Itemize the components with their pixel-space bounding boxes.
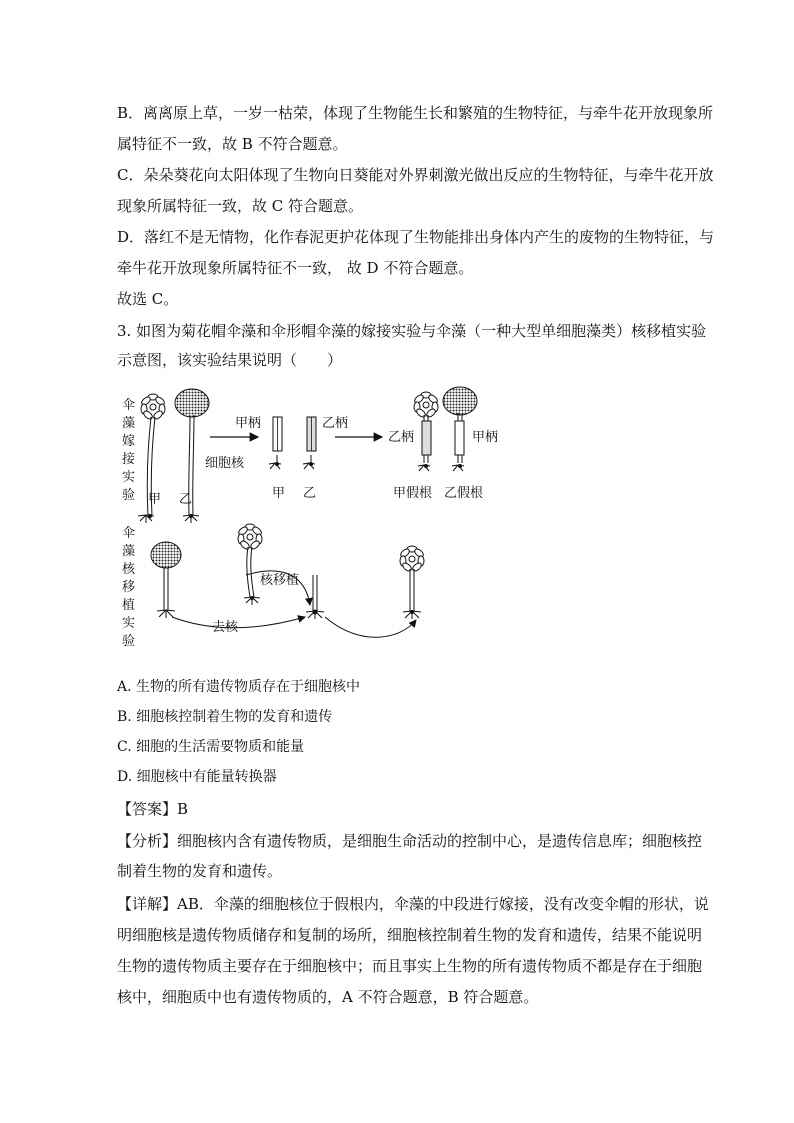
acetabularia-diagram	[110, 385, 530, 660]
label-nucleus: 细胞核	[205, 456, 245, 471]
graft-title-char: 藻	[122, 416, 136, 431]
detail-line4: 核中，细胞质中也有遗传物质的，A 不符合题意，B 符合题意。	[117, 988, 539, 1006]
label-enucleate: 去核	[212, 620, 239, 635]
label-jiabing-2: 甲柄	[472, 430, 499, 445]
label-jiabing-1: 甲柄	[235, 416, 262, 431]
graft-title-char: 嫁	[122, 434, 136, 449]
analysis-d-line2: 牵牛花开放现象所属特征不一致， 故 D 不符合题意。	[117, 259, 474, 277]
question-3-line2: 示意图，该实验结果说明（ ）	[117, 351, 343, 369]
alga-umbrella-enucleate	[151, 542, 181, 618]
transplant-title-char: 核	[122, 562, 136, 577]
analysis-d-line1: D．落红不是无情物，化作春泥更护花体现了生物能排出身体内产生的废物的生物特征，与	[117, 228, 715, 246]
question-3-line1: 3. 如图为菊花帽伞藻和伞形帽伞藻的嫁接实验与伞藻（一种大型单细胞藻类）核移植实验	[117, 322, 707, 340]
arrow-enucleate	[172, 617, 305, 628]
graft-title	[122, 398, 135, 503]
label-transplant: 核移植	[260, 573, 300, 588]
label-yi: 乙	[179, 492, 193, 507]
transplant-title-char: 伞	[122, 526, 136, 541]
diagram-svg	[110, 385, 530, 660]
label-yibing-2: 乙柄	[388, 430, 415, 445]
graft-title-char: 实	[122, 470, 136, 485]
transplant-title-char: 植	[122, 598, 136, 613]
graft-title-char: 伞	[122, 398, 136, 413]
detail-line1: 【详解】AB．伞藻的细胞核位于假根内，伞藻的中段进行嫁接，没有改变伞帽的形状，说	[117, 895, 709, 913]
graft-title-char: 接	[122, 452, 136, 467]
transplant-title-char: 移	[122, 580, 136, 595]
label-yi-jiagen: 乙假根	[444, 486, 484, 501]
cut-stalks	[235, 415, 348, 501]
transplant-title-char: 藻	[122, 544, 136, 559]
analysis-b-line1: B．离离原上草，一岁一枯荣，体现了生物能生长和繁殖的生物特征，与牵牛花开放现象所	[117, 104, 714, 122]
label-jia-jiagen: 甲假根	[393, 486, 433, 501]
analysis-line2: 制着生物的发育和遗传。	[117, 862, 283, 880]
detail-line3: 生物的遗传物质主要存在于细胞核中；而且事实上生物的所有遗传物质不都是存在于细胞	[117, 957, 703, 975]
option-b: B. 细胞核控制着生物的发育和遗传	[117, 709, 333, 725]
label-jia: 甲	[148, 492, 162, 507]
option-c: C. 细胞的生活需要物质和能量	[117, 739, 305, 755]
choose-c: 故选 C。	[117, 290, 179, 308]
label-yibing-1: 乙柄	[322, 416, 349, 431]
transplant-title-char: 实	[122, 616, 136, 631]
label-yi-2: 乙	[303, 486, 317, 501]
analysis-b-line2: 属特征不一致，故 B 不符合题意。	[117, 135, 348, 153]
arrow-result	[325, 617, 416, 637]
graft-results	[388, 387, 498, 501]
label-jia-2: 甲	[272, 486, 286, 501]
option-a: A. 生物的所有遗传物质存在于细胞核中	[117, 679, 361, 695]
alga-result	[399, 546, 425, 619]
analysis-line1: 【分析】细胞核内含有遗传物质，是细胞生命活动的控制中心，是遗传信息库；细胞核控	[117, 832, 703, 850]
detail-line2: 明细胞核是遗传物质储存和复制的场所，细胞核控制着生物的发育和遗传，结果不能说明	[117, 926, 703, 944]
graft-title-char: 验	[122, 488, 136, 503]
option-d: D. 细胞核中有能量转换器	[117, 769, 277, 785]
answer-tag: 【答案】B	[117, 800, 189, 818]
transplant-title	[122, 526, 136, 649]
analysis-c-line1: C．朵朵葵花向太阳体现了生物向日葵能对外界刺激光做出反应的生物特征，与牵牛花开放	[117, 166, 714, 184]
alga-flower-donor	[237, 524, 263, 605]
transplant-title-char: 验	[122, 634, 136, 649]
analysis-c-line2: 现象所属特征一致，故 C 符合题意。	[117, 197, 364, 215]
